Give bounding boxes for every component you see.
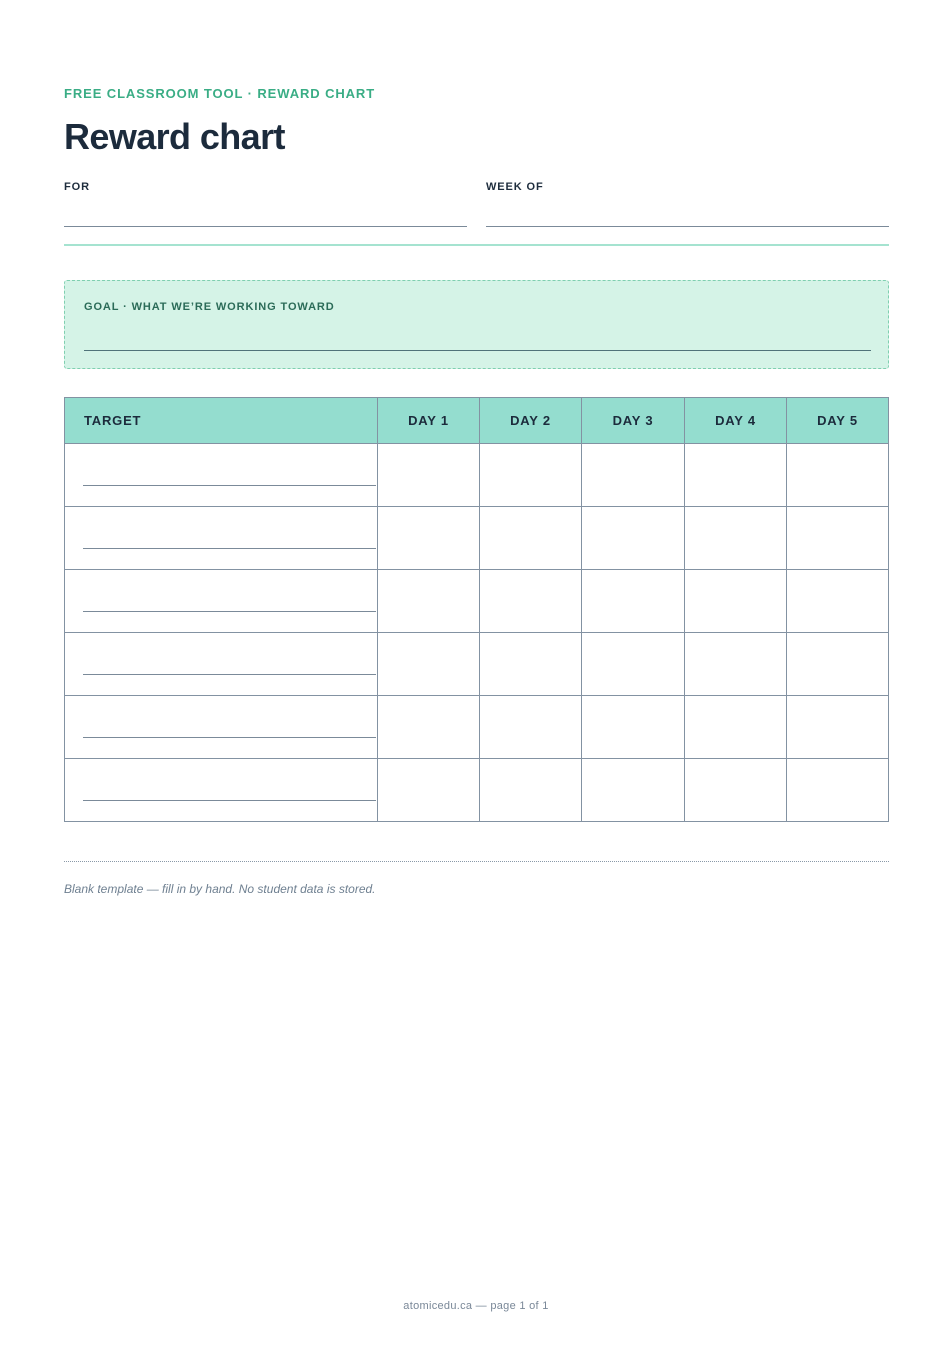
column-header-day-5: DAY 5 bbox=[787, 398, 889, 444]
day-1-cell bbox=[378, 696, 480, 759]
footer-divider bbox=[64, 861, 889, 862]
day-1-cell bbox=[378, 444, 480, 507]
day-3-cell bbox=[582, 570, 685, 633]
day-2-cell bbox=[480, 696, 582, 759]
day-5-cell bbox=[787, 507, 889, 570]
day-1-cell bbox=[378, 570, 480, 633]
table-row bbox=[65, 633, 889, 696]
day-2-cell bbox=[480, 759, 582, 822]
page-footer: atomicedu.ca — page 1 of 1 bbox=[403, 1300, 549, 1312]
day-3-cell bbox=[582, 444, 685, 507]
column-header-day-1: DAY 1 bbox=[378, 398, 480, 444]
table-row bbox=[65, 444, 889, 507]
target-write-line bbox=[83, 800, 376, 801]
goal-write-line bbox=[84, 350, 871, 351]
day-4-cell bbox=[685, 759, 787, 822]
day-3-cell bbox=[582, 759, 685, 822]
day-1-cell bbox=[378, 507, 480, 570]
day-3-cell bbox=[582, 633, 685, 696]
target-write-line bbox=[83, 548, 376, 549]
table-row bbox=[65, 570, 889, 633]
target-cell bbox=[65, 444, 378, 507]
day-4-cell bbox=[685, 696, 787, 759]
day-1-cell bbox=[378, 633, 480, 696]
day-2-cell bbox=[480, 507, 582, 570]
target-cell bbox=[65, 570, 378, 633]
day-4-cell bbox=[685, 633, 787, 696]
day-2-cell bbox=[480, 633, 582, 696]
header-divider bbox=[64, 244, 889, 246]
target-cell bbox=[65, 633, 378, 696]
day-5-cell bbox=[787, 570, 889, 633]
target-write-line bbox=[83, 674, 376, 675]
day-1-cell bbox=[378, 759, 480, 822]
target-write-line bbox=[83, 611, 376, 612]
day-4-cell bbox=[685, 570, 787, 633]
column-header-day-4: DAY 4 bbox=[685, 398, 787, 444]
target-write-line bbox=[83, 737, 376, 738]
goal-box bbox=[64, 280, 889, 369]
target-write-line bbox=[83, 485, 376, 486]
for-label: FOR bbox=[64, 181, 90, 193]
target-cell bbox=[65, 507, 378, 570]
day-5-cell bbox=[787, 444, 889, 507]
day-5-cell bbox=[787, 759, 889, 822]
for-write-line bbox=[64, 226, 467, 227]
day-4-cell bbox=[685, 507, 787, 570]
day-3-cell bbox=[582, 696, 685, 759]
target-cell bbox=[65, 696, 378, 759]
week-of-label: WEEK OF bbox=[486, 181, 544, 193]
for-field bbox=[64, 181, 467, 193]
day-2-cell bbox=[480, 570, 582, 633]
day-4-cell bbox=[685, 444, 787, 507]
table-row bbox=[65, 507, 889, 570]
day-5-cell bbox=[787, 633, 889, 696]
page-title: Reward chart bbox=[64, 116, 285, 157]
column-header-day-2: DAY 2 bbox=[480, 398, 582, 444]
target-cell bbox=[65, 759, 378, 822]
reward-table bbox=[64, 397, 889, 822]
week-of-write-line bbox=[486, 226, 889, 227]
column-header-day-3: DAY 3 bbox=[582, 398, 685, 444]
day-5-cell bbox=[787, 696, 889, 759]
table-row bbox=[65, 696, 889, 759]
day-3-cell bbox=[582, 507, 685, 570]
week-of-field bbox=[486, 181, 889, 193]
template-note: Blank template — fill in by hand. No student data is stored. bbox=[64, 882, 376, 896]
table-header-row bbox=[65, 398, 889, 444]
goal-label: GOAL · WHAT WE’RE WORKING TOWARD bbox=[84, 301, 335, 313]
day-2-cell bbox=[480, 444, 582, 507]
table-row bbox=[65, 759, 889, 822]
page-kicker: FREE CLASSROOM TOOL · REWARD CHART bbox=[64, 86, 376, 101]
column-header-target: TARGET bbox=[65, 398, 378, 444]
